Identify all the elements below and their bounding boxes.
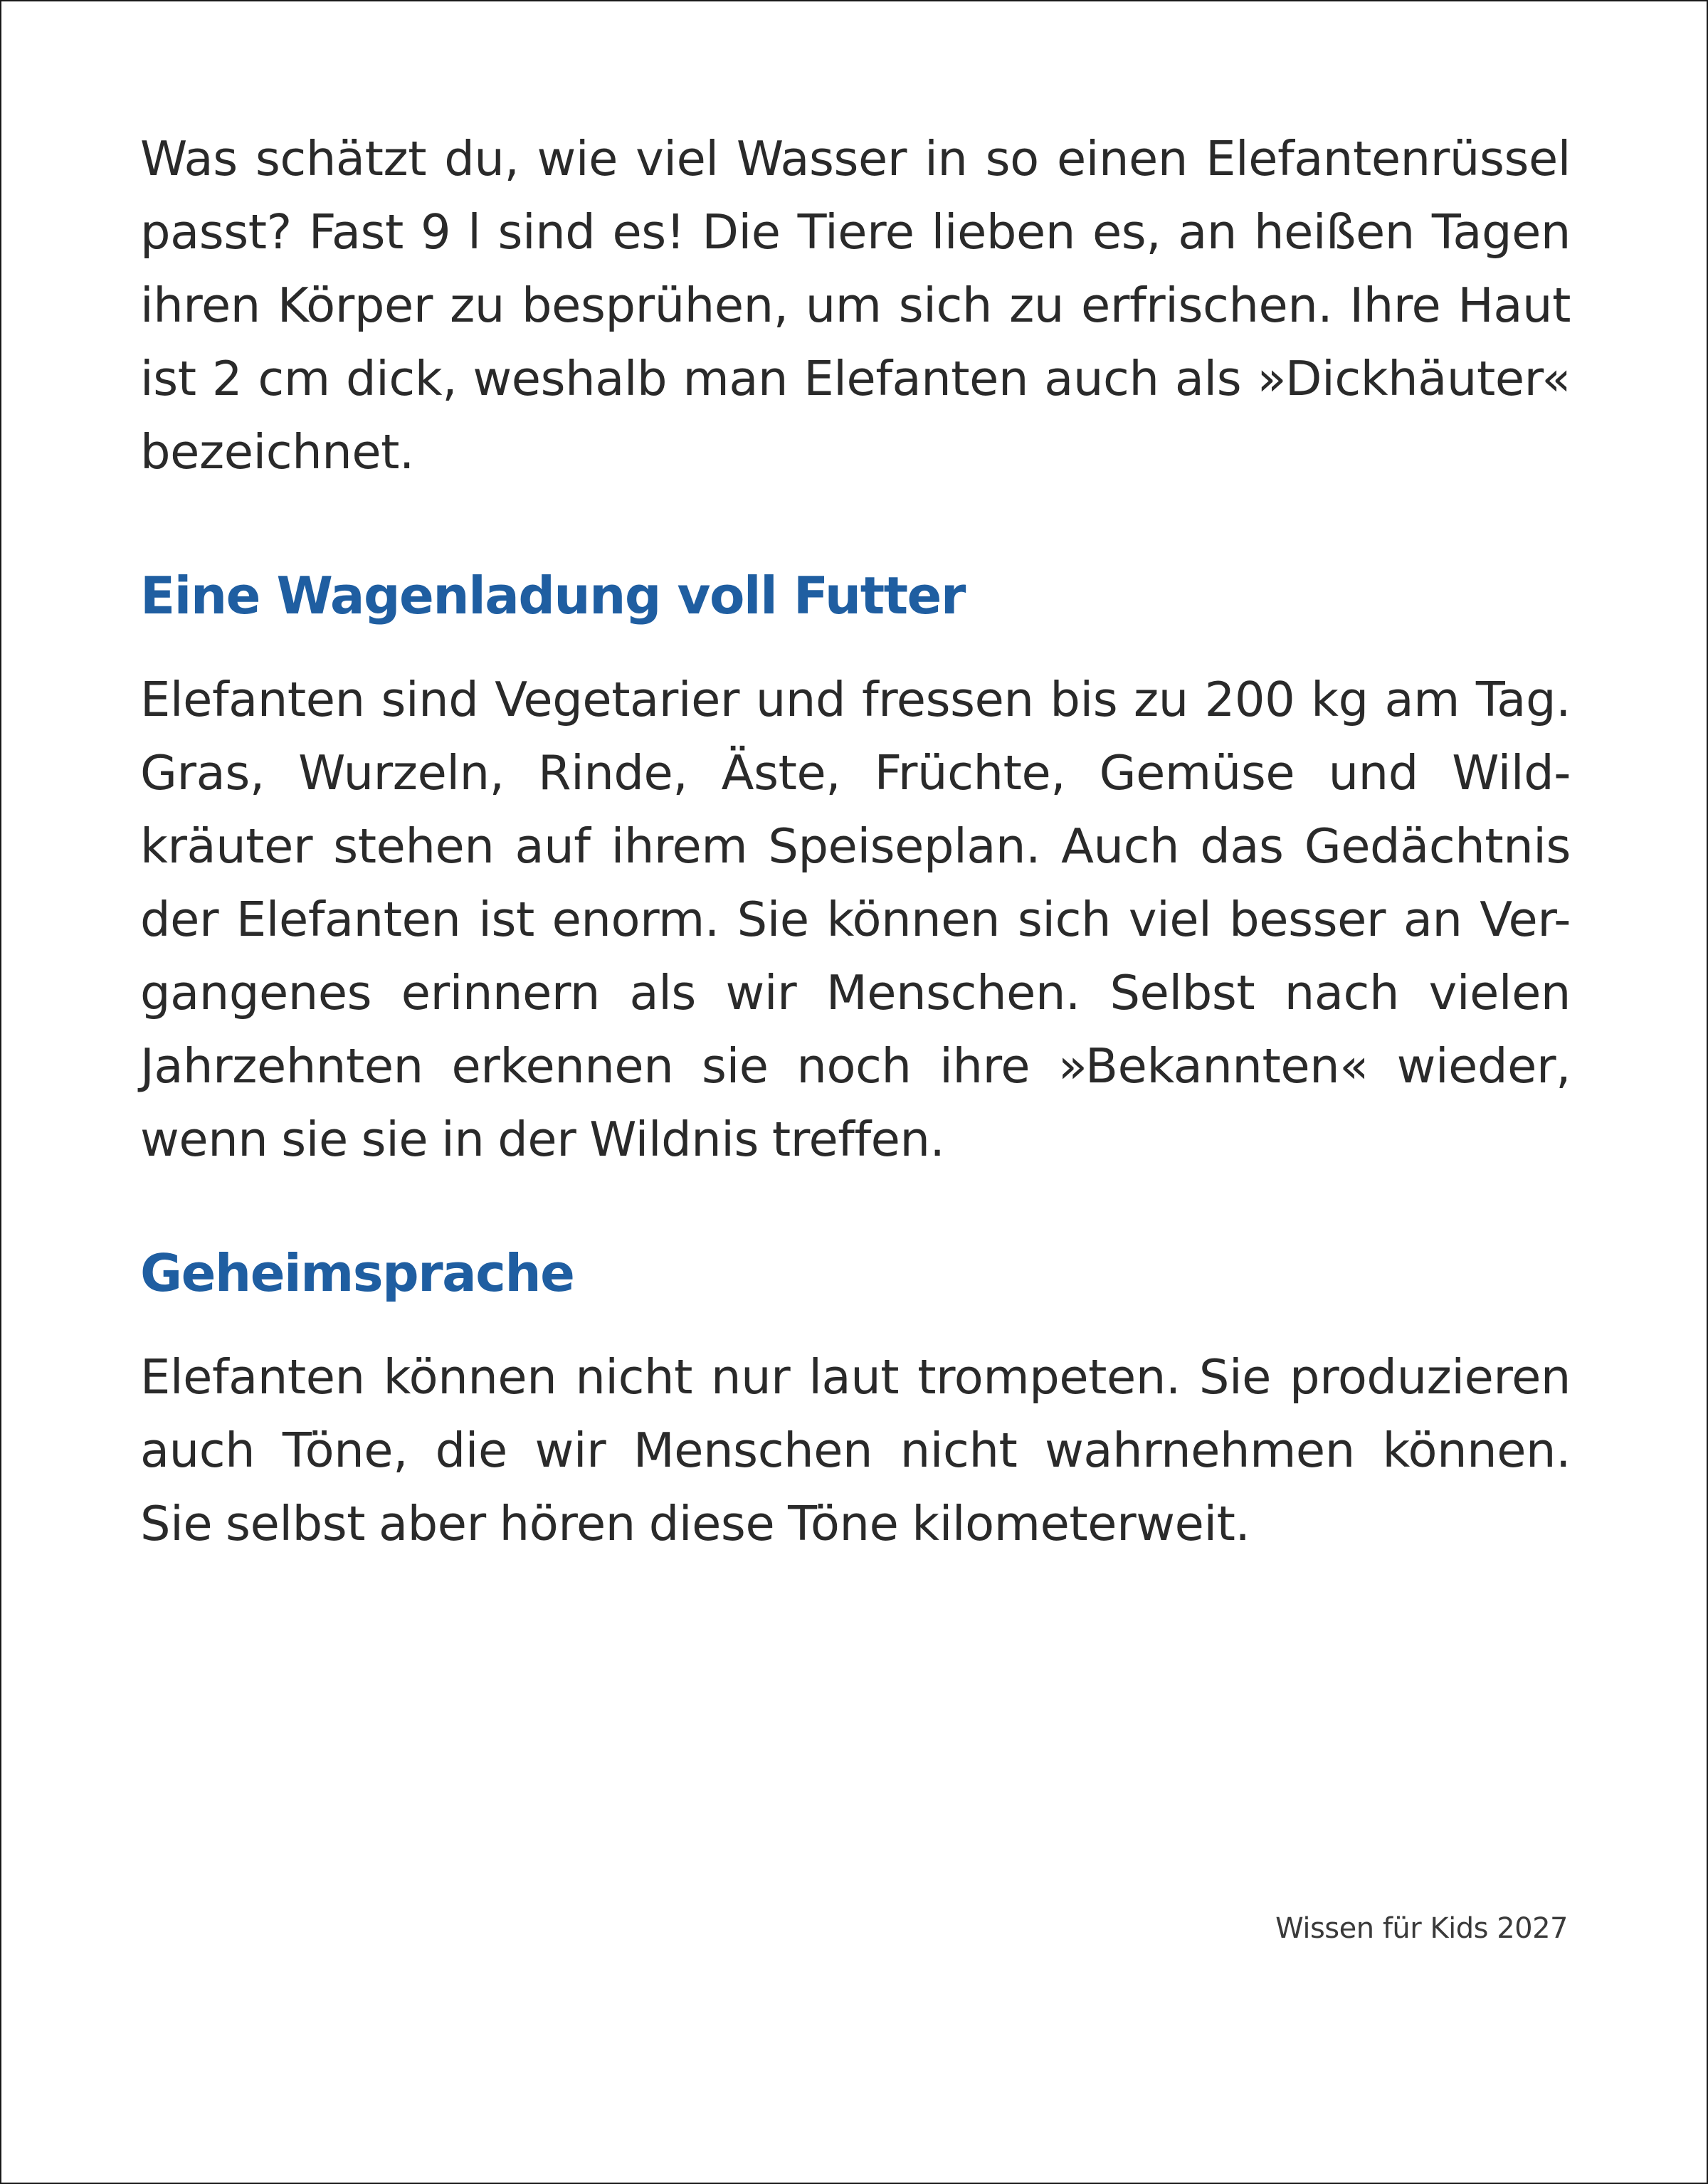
language-paragraph <box>140 1341 1571 1561</box>
paragraph-line: Sie selbst aber hören diese Töne kilometerweit. <box>140 1496 1250 1551</box>
food-paragraph <box>140 663 1571 1176</box>
paragraph-line: der Elefanten ist enorm. Sie können sich viel besser an Ver- <box>140 892 1571 947</box>
paragraph-line: ist 2 cm dick, weshalb man Elefanten auch als »Dickhäuter« <box>140 351 1571 406</box>
intro-paragraph <box>140 122 1571 489</box>
paragraph-line: Jahrzehnten erkennen sie noch ihre »Bekannten« wieder, <box>140 1038 1571 1094</box>
paragraph-line: passt? Fast 9 l sind es! Die Tiere lieben es, an heißen Tagen <box>140 204 1571 260</box>
paragraph-line: kräuter stehen auf ihrem Speiseplan. Auch das Gedächtnis <box>140 818 1571 874</box>
language-heading: Geheimsprache <box>140 1243 574 1303</box>
paragraph-line: Gras, Wurzeln, Rinde, Äste, Früchte, Gemüse und Wild- <box>140 745 1571 801</box>
paragraph-line: wenn sie sie in der Wildnis treffen. <box>140 1112 945 1167</box>
footer-publication-label: Wissen für Kids 2027 <box>1275 1912 1568 1945</box>
paragraph-line: gangenes erinnern als wir Menschen. Selbst nach vielen <box>140 965 1571 1020</box>
food-heading: Eine Wagenladung voll Futter <box>140 566 965 626</box>
paragraph-line: auch Töne, die wir Menschen nicht wahrnehmen können. <box>140 1423 1571 1478</box>
paragraph-line: bezeichnet. <box>140 424 414 480</box>
paragraph-line: Elefanten sind Vegetarier und fressen bis zu 200 kg am Tag. <box>140 672 1571 727</box>
paragraph-line: Was schätzt du, wie viel Wasser in so einen Elefantenrüssel <box>140 131 1571 186</box>
paragraph-line: Elefanten können nicht nur laut trompeten. Sie produzieren <box>140 1349 1571 1405</box>
paragraph-line: ihren Körper zu besprühen, um sich zu erfrischen. Ihre Haut <box>140 278 1571 333</box>
